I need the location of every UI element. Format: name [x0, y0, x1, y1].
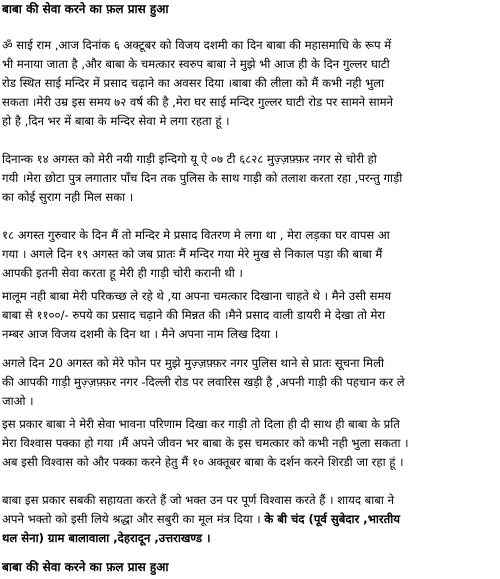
- text-line: भी मनाया जाता है ,और बाबा के चमत्कार स्वरुप बाबा ने मुझे भी आज ही के दिन गुल्लर घाटी: [2, 57, 390, 71]
- text-fragment: अपने भक्तो को इसी लिये श्रद्धा और सबुरी का मूल मंत्र दिया ।: [2, 512, 261, 526]
- text-line: गया । अगले दिन १९ अगस्त को जब प्रातः मैं मन्दिर गया मेरे मुख से निकाल पड़ा की बाबा मैं: [2, 247, 383, 261]
- text-line: अब इसी विश्वास को और पक्का करने हेतु मैं १० अक्तूबर बाबा के दर्शन करने शिरडी जा रहा हूं ।: [2, 455, 404, 469]
- author-location: थल सेना) ग्राम बालावाला ,देहरादून ,उत्तराखण्ड ।: [2, 531, 211, 545]
- text-line: नम्बर आज विजय दशमी के दिन था । मैने अपना नाम लिख दिया ।: [2, 327, 279, 341]
- article-title-repeat: बाबा की सेवा करने का फ़ल प्रास हुआ: [2, 560, 169, 574]
- author-signature: के बी चंद (पूर्व सुबेदार ,भारतीय: [264, 512, 400, 526]
- text-line: सकता ।मेरी उम्र इस समय ७२ वर्ष की है ,मेरा घर साई मन्दिर गुल्लर घाटी रोड पर सामने सामने: [2, 95, 393, 109]
- paragraph-1: [2, 36, 496, 131]
- text-line: जाओ ।: [2, 394, 34, 408]
- article-title: बाबा की सेवा करने का फ़ल प्रास हुआ: [2, 2, 169, 16]
- text-line: की आपकी गाड़ी मुज़्ज़फ़्फ़र नगर -दिल्ली रोड पर लवारिस खड़ी है ,अपनी गाड़ी की पहचान कर ले: [2, 375, 405, 389]
- paragraph-7: [2, 491, 496, 548]
- paragraph-3: [2, 226, 496, 283]
- text-line: मालूम नही बाबा मेरी परिकच्छ ले रहे थे ,या अपना चमत्कार दिखाना चाहते थे । मैने उसी समय: [2, 289, 392, 303]
- text-line: हो है ,दिन भर में बाबा के मन्दिर सेवा मे लगा रहता हूं ।: [2, 114, 230, 128]
- text-line: [2, 510, 496, 529]
- text-line: १८ अगस्त गुरुवार के दिन मैं तो मन्दिर मे प्रसाद वितरण मे लगा था , मेरा लड़का घर वापस आ: [2, 228, 390, 242]
- text-line: का कोई सुराग नही मिल सका ।: [2, 190, 134, 204]
- paragraph-2: [2, 150, 496, 207]
- paragraph-6: [2, 415, 496, 472]
- text-line: गयी ।मेरा छोटा पुत्र लगातार पाँच दिन तक पुलिस के साथ गाड़ी को तलाश करता रहा ,परन्तु गाड़ी: [2, 171, 403, 185]
- text-line: मेरा विश्वास पक्का हो गया ।मैं अपने जीवन भर बाबा के इस चमत्कार को कभी नही भुला सकता ।: [2, 436, 409, 450]
- text-line: रोड स्थित साई मन्दिर में प्रसाद चढ़ाने का अवसर दिया ।बाबा की लीला को मैं कभी नही भुला: [2, 76, 385, 90]
- text-line: अगले दिन 20 अगस्त को मेरे फोन पर मुझे मुज़्ज़फ़्फ़र नगर पुलिस थाने से प्रातः सूचना मिली: [2, 356, 384, 370]
- text-line: बाबा से ११००/- रुपये का प्रसाद चढ़ाने की मिन्नत की ।मैने प्रसाद वाली डायरी मे देखा तो मेरा: [2, 308, 386, 322]
- text-line: आपकी इतनी सेवा करता हू मेरी ही गाड़ी चोरी करानी थी ।: [2, 266, 243, 280]
- text-line: बाबा इस प्रकार सबकी सहायता करते हैं जो भक्त उन पर पूर्ण विश्वास करते हैं । शायद बाबा ने: [2, 493, 395, 507]
- text-line: इस प्रकार बाबा ने मेरी सेवा भावना परिणाम दिखा कर गाड़ी तो दिला ही दी साथ ही बाबा के प्रति: [2, 417, 400, 431]
- paragraph-5: [2, 354, 496, 411]
- text-line: ॐ साई राम ,आज दिनांक ६ अक्टूबर को विजय दशमी का दिन बाबा की महासमाधि के रूप में: [2, 38, 392, 52]
- paragraph-4: [2, 287, 496, 344]
- text-line: दिनान्क १४ अगस्त को मेरी नयी गाड़ी इन्दिगो यू ऐ ०७ टी ६८२८ मुज़्ज़फ़्फ़र नगर से चोरी हो: [2, 152, 377, 166]
